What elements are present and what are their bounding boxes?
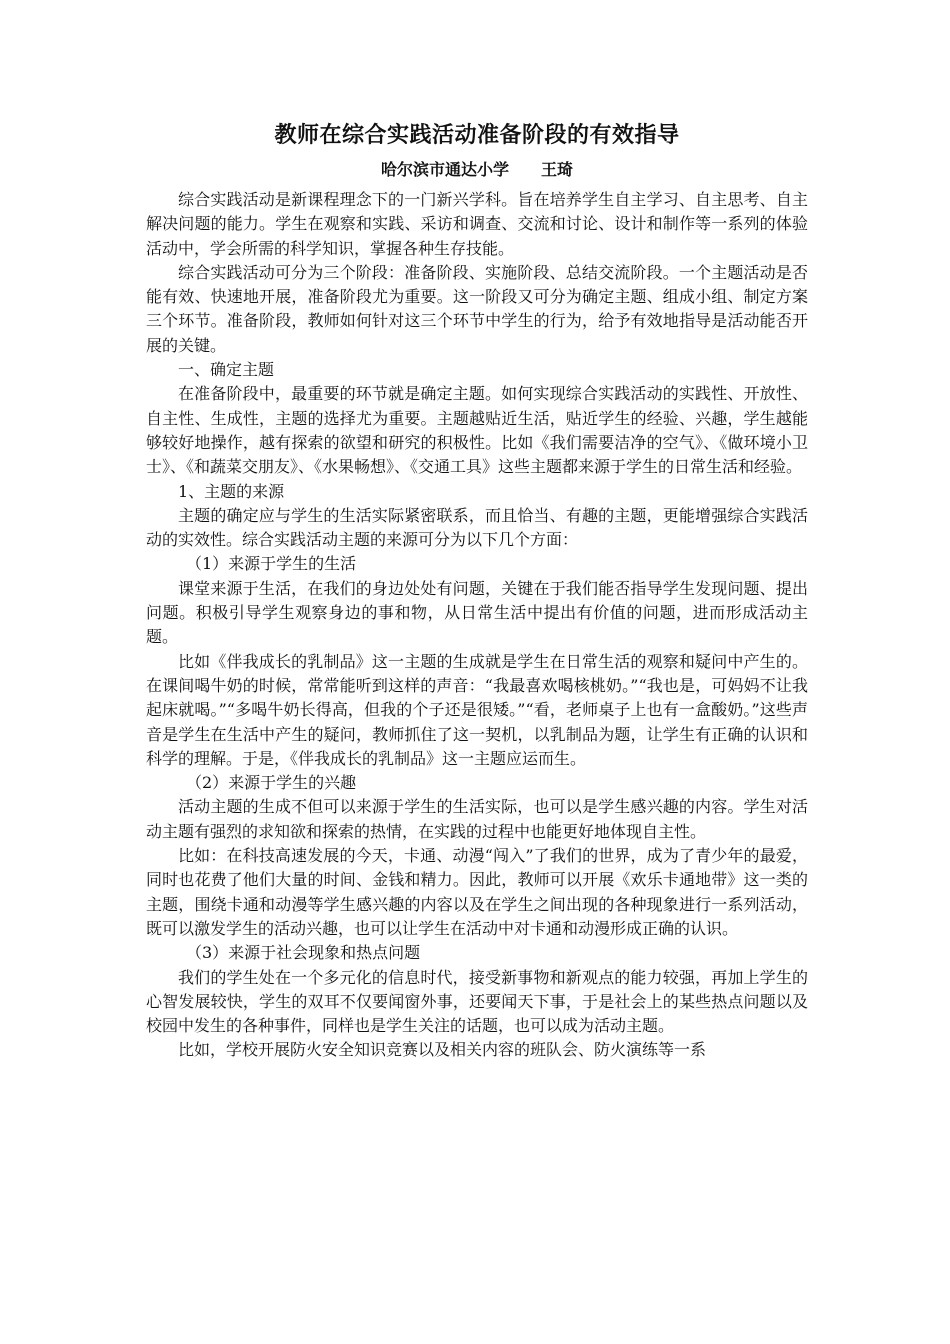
paragraph-intro: 综合实践活动是新课程理念下的一门新兴学科。旨在培养学生自主学习、自主思考、自主解决问题的能力。学生在观察和实践、采访和调查、交流和讨论、设计和制作等一系列的体验活动中，学会所需的科学知识，掌握各种生存技能。 [146, 190, 808, 258]
paragraph-cartoon-example: 比如：在科技高速发展的今天，卡通、动漫“闯入”了我们的世界，成为了青少年的最爱，同时也花费了他们大量的时间、金钱和精力。因此，教师可以开展《欢乐卡通地带》这一类的主题，围绕卡通和动漫等学生感兴趣的内容以及在学生之间出现的各种现象进行一系列活动，既可以激发学生的活动兴趣，也可以让学生在活动中对卡通和动漫形成正确的认识。 [146, 846, 808, 938]
document-page [146, 120, 808, 1063]
subsection-heading-1: 1、主题的来源 [178, 481, 285, 501]
document-title: 教师在综合实践活动准备阶段的有效指导 [274, 123, 680, 148]
item-heading-2: （2）来源于学生的兴趣 [186, 773, 357, 793]
paragraph-social-source: 我们的学生处在一个多元化的信息时代，接受新事物和新观点的能力较强，再加上学生的心智发展较快，学生的双耳不仅要闻窗外事，还要闻天下事，于是社会上的某些热点问题以及校园中发生的各种事件，同样也是学生关注的话题，也可以成为活动主题。 [146, 967, 808, 1036]
paragraph-stages: 综合实践活动可分为三个阶段：准备阶段、实施阶段、总结交流阶段。一个主题活动是否能有效、快速地开展，准备阶段尤为重要。这一阶段又可分为确定主题、组成小组、制定方案三个环节。准备阶段，教师如何针对这三个环节中学生的行为，给予有效地指导是活动能否开展的关键。 [146, 262, 808, 355]
paragraph-life-source: 课堂来源于生活，在我们的身边处处有问题，关键在于我们能否指导学生发现问题、提出问题。积极引导学生观察身边的事和物，从日常生活中提出有价值的问题，进而形成活动主题。 [146, 578, 808, 647]
byline [146, 158, 808, 182]
paragraph-dairy-example: 比如《伴我成长的乳制品》这一主题的生成就是学生在日常生活的观察和疑问中产生的。在课间喝牛奶的时候，常常能听到这样的声音：“我最喜欢喝核桃奶。”“我也是，可妈妈不让我起床就喝。”“多喝牛奶长得高，但我的个子还是很矮。”“看，老师桌子上也有一盒酸奶。”这些声音是学生在生活中产生的疑问，教师抓住了这一契机，以乳制品为题，让学生有正确的认识和科学的理解。于是，《伴我成长的乳制品》这一主题应运而生。 [146, 651, 808, 768]
author-name: 王琦 [541, 160, 574, 179]
paragraph-topic-importance: 在准备阶段中，最重要的环节就是确定主题。如何实现综合实践活动的实践性、开放性、自主性、生成性，主题的选择尤为重要。主题越贴近生活，贴近学生的经验、兴趣，学生越能够较好地操作，越有探索的欲望和研究的积极性。比如《我们需要洁净的空气》、《做环境小卫士》、《和蔬菜交朋友》、《水果畅想》、《交通工具》这些主题都来源于学生的日常生活和经验。 [146, 384, 808, 477]
paragraph-topic-sources: 主题的确定应与学生的生活实际紧密联系，而且恰当、有趣的主题，更能增强综合实践活动的实效性。综合实践活动主题的来源可分为以下几个方面： [146, 505, 808, 550]
item-heading-3: （3）来源于社会现象和热点问题 [186, 943, 421, 963]
school-name: 哈尔滨市通达小学 [380, 160, 509, 179]
paragraph-fire-safety-example: 比如，学校开展防火安全知识竞赛以及相关内容的班队会、防火演练等一系 [178, 1040, 707, 1060]
item-heading-1: （1）来源于学生的生活 [186, 554, 357, 574]
paragraph-interest-source: 活动主题的生成不但可以来源于学生的生活实际，也可以是学生感兴趣的内容。学生对活动主题有强烈的求知欲和探索的热情，在实践的过程中也能更好地体现自主性。 [146, 797, 808, 841]
section-heading-1: 一、确定主题 [178, 360, 275, 380]
